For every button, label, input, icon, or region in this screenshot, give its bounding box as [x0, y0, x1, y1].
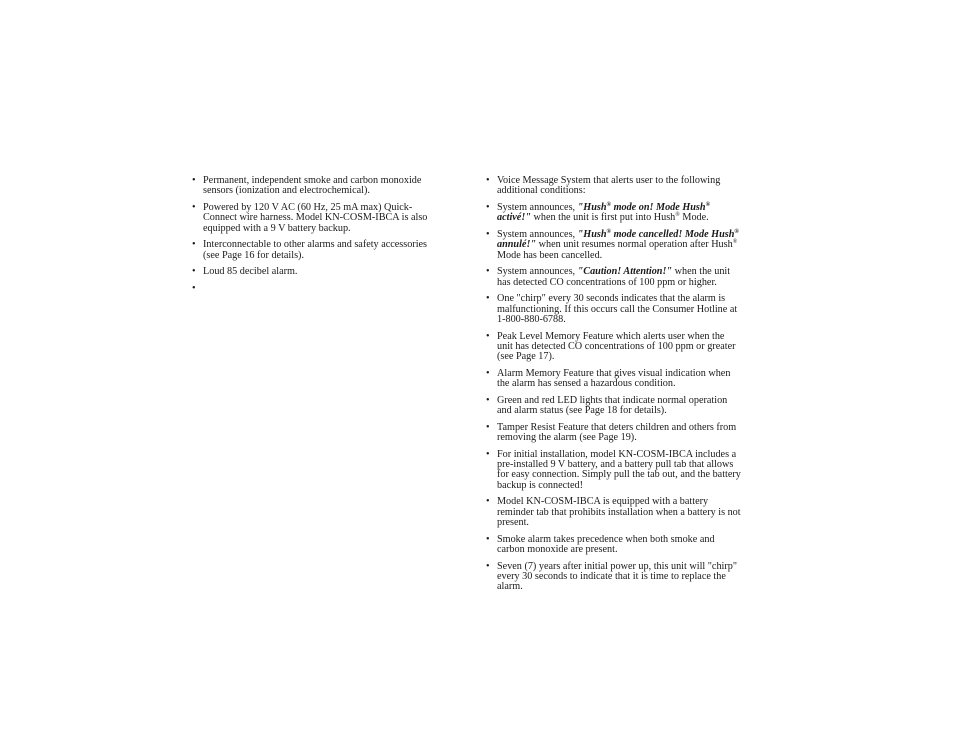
list-item	[486, 423, 742, 444]
text-run: mode cancelled! Mode Hush	[611, 228, 735, 240]
list-item-text: Powered by 120 V AC (60 Hz, 25 mA max) Quick-Connect wire harness. Model KN-COSM-IBCA is also equipped with a 9 V battery backup.	[203, 201, 428, 234]
text-run: System announces,	[497, 201, 578, 213]
bullet: •	[486, 496, 490, 508]
list-item-text	[497, 202, 710, 223]
list-item	[486, 176, 742, 197]
registered-mark: ®	[675, 212, 680, 219]
list-item	[486, 497, 742, 528]
list-item-text: Model KN-COSM-IBCA is equipped with a battery reminder tab that prohibits installation when a battery is not present.	[497, 496, 741, 528]
list-item-text: Seven (7) years after initial power up, this unit will "chirp" every 30 seconds to indicate that it is time to replace the alarm.	[497, 560, 738, 593]
text-run: mode on! Mode Hush	[611, 201, 706, 213]
bullet: •	[486, 330, 490, 342]
list-item	[192, 284, 442, 294]
registered-mark: ®	[734, 228, 739, 235]
list-item	[486, 450, 742, 491]
text-run: when the unit has detected CO concentrations of 100 ppm or higher.	[497, 266, 731, 288]
list-item	[192, 203, 442, 234]
registered-mark: ®	[606, 201, 612, 208]
bullet: •	[486, 293, 490, 305]
text-run: "Hush	[577, 228, 607, 240]
list-item	[486, 396, 742, 417]
bullet: •	[486, 394, 490, 406]
text-run: annulé!"	[497, 239, 537, 251]
list-item	[486, 332, 742, 363]
list-item-text: Alarm Memory Feature that gives visual indication when the alarm has sensed a hazardous condition.	[497, 367, 731, 390]
list-item	[486, 230, 742, 261]
registered-mark: ®	[606, 228, 612, 235]
list-item-text	[203, 283, 206, 294]
bullet: •	[192, 239, 196, 251]
voice-message: "Caution! Attention!"	[577, 266, 673, 278]
registered-mark: ®	[705, 201, 711, 208]
list-item-text	[497, 266, 730, 287]
bullet: •	[192, 201, 196, 213]
list-item-text: Green and red LED lights that indicate normal operation and alarm status (see Page 18 for details).	[497, 394, 728, 417]
list-item-text: For initial installation, model KN-COSM-IBCA includes a pre-installed 9 V battery, and a battery pull tab that allows for easy connection. Simply pull the tab out, and the battery backup is connected!	[497, 448, 741, 491]
text-run: Mode has been cancelled.	[497, 249, 603, 261]
list-item-text: Peak Level Memory Feature which alerts user when the unit has detected CO concentrations of 100 ppm or greater (see Page 17).	[497, 330, 736, 363]
text-run: activé!"	[497, 212, 531, 224]
bullet: •	[486, 448, 490, 460]
text-run: System announces,	[497, 266, 578, 278]
list-item	[486, 535, 742, 556]
registered-mark: ®	[732, 239, 738, 246]
bullet: •	[486, 533, 490, 545]
list-item-text: Smoke alarm takes precedence when both smoke and carbon monoxide are present.	[497, 533, 715, 555]
right-feature-list	[486, 176, 742, 599]
bullet: •	[192, 266, 196, 278]
list-item	[486, 267, 742, 288]
bullet: •	[486, 560, 490, 572]
list-item-text: Voice Message System that alerts user to the following additional conditions:	[497, 175, 721, 197]
bullet: •	[486, 228, 490, 240]
bullet: •	[192, 282, 196, 294]
bullet: •	[486, 421, 490, 433]
list-item	[486, 562, 742, 593]
list-item-text: One "chirp" every 30 seconds indicates that the alarm is malfunctioning. If this occurs call the Consumer Hotline at 1-800-880-6788.	[497, 293, 738, 325]
list-item	[192, 267, 442, 277]
bullet: •	[192, 175, 196, 186]
list-item	[192, 176, 442, 197]
list-item-text: Loud 85 decibel alarm.	[203, 266, 298, 278]
text-run: when the unit is first put into Hush	[530, 212, 676, 224]
bullet: •	[486, 175, 490, 186]
list-item-text: Permanent, independent smoke and carbon monoxide sensors (ionization and electrochemical).	[203, 175, 422, 197]
bullet: •	[486, 201, 490, 213]
list-item	[486, 294, 742, 325]
bullet: •	[486, 367, 490, 379]
list-item-text: Interconnectable to other alarms and safety accessories (see Page 16 for details).	[203, 239, 428, 261]
list-item	[486, 203, 742, 224]
text-run: when unit resumes normal operation after Hush	[536, 239, 733, 251]
list-item	[192, 240, 442, 261]
list-item-text: Tamper Resist Feature that deters children and others from removing the alarm (see Page 19).	[497, 421, 737, 444]
list-item	[486, 369, 742, 390]
text-run: Mode.	[679, 212, 709, 224]
list-item-text	[497, 229, 739, 261]
left-feature-list	[192, 176, 442, 301]
text-run: "Hush	[577, 201, 607, 213]
text-run: System announces,	[497, 228, 578, 240]
bullet: •	[486, 266, 490, 278]
